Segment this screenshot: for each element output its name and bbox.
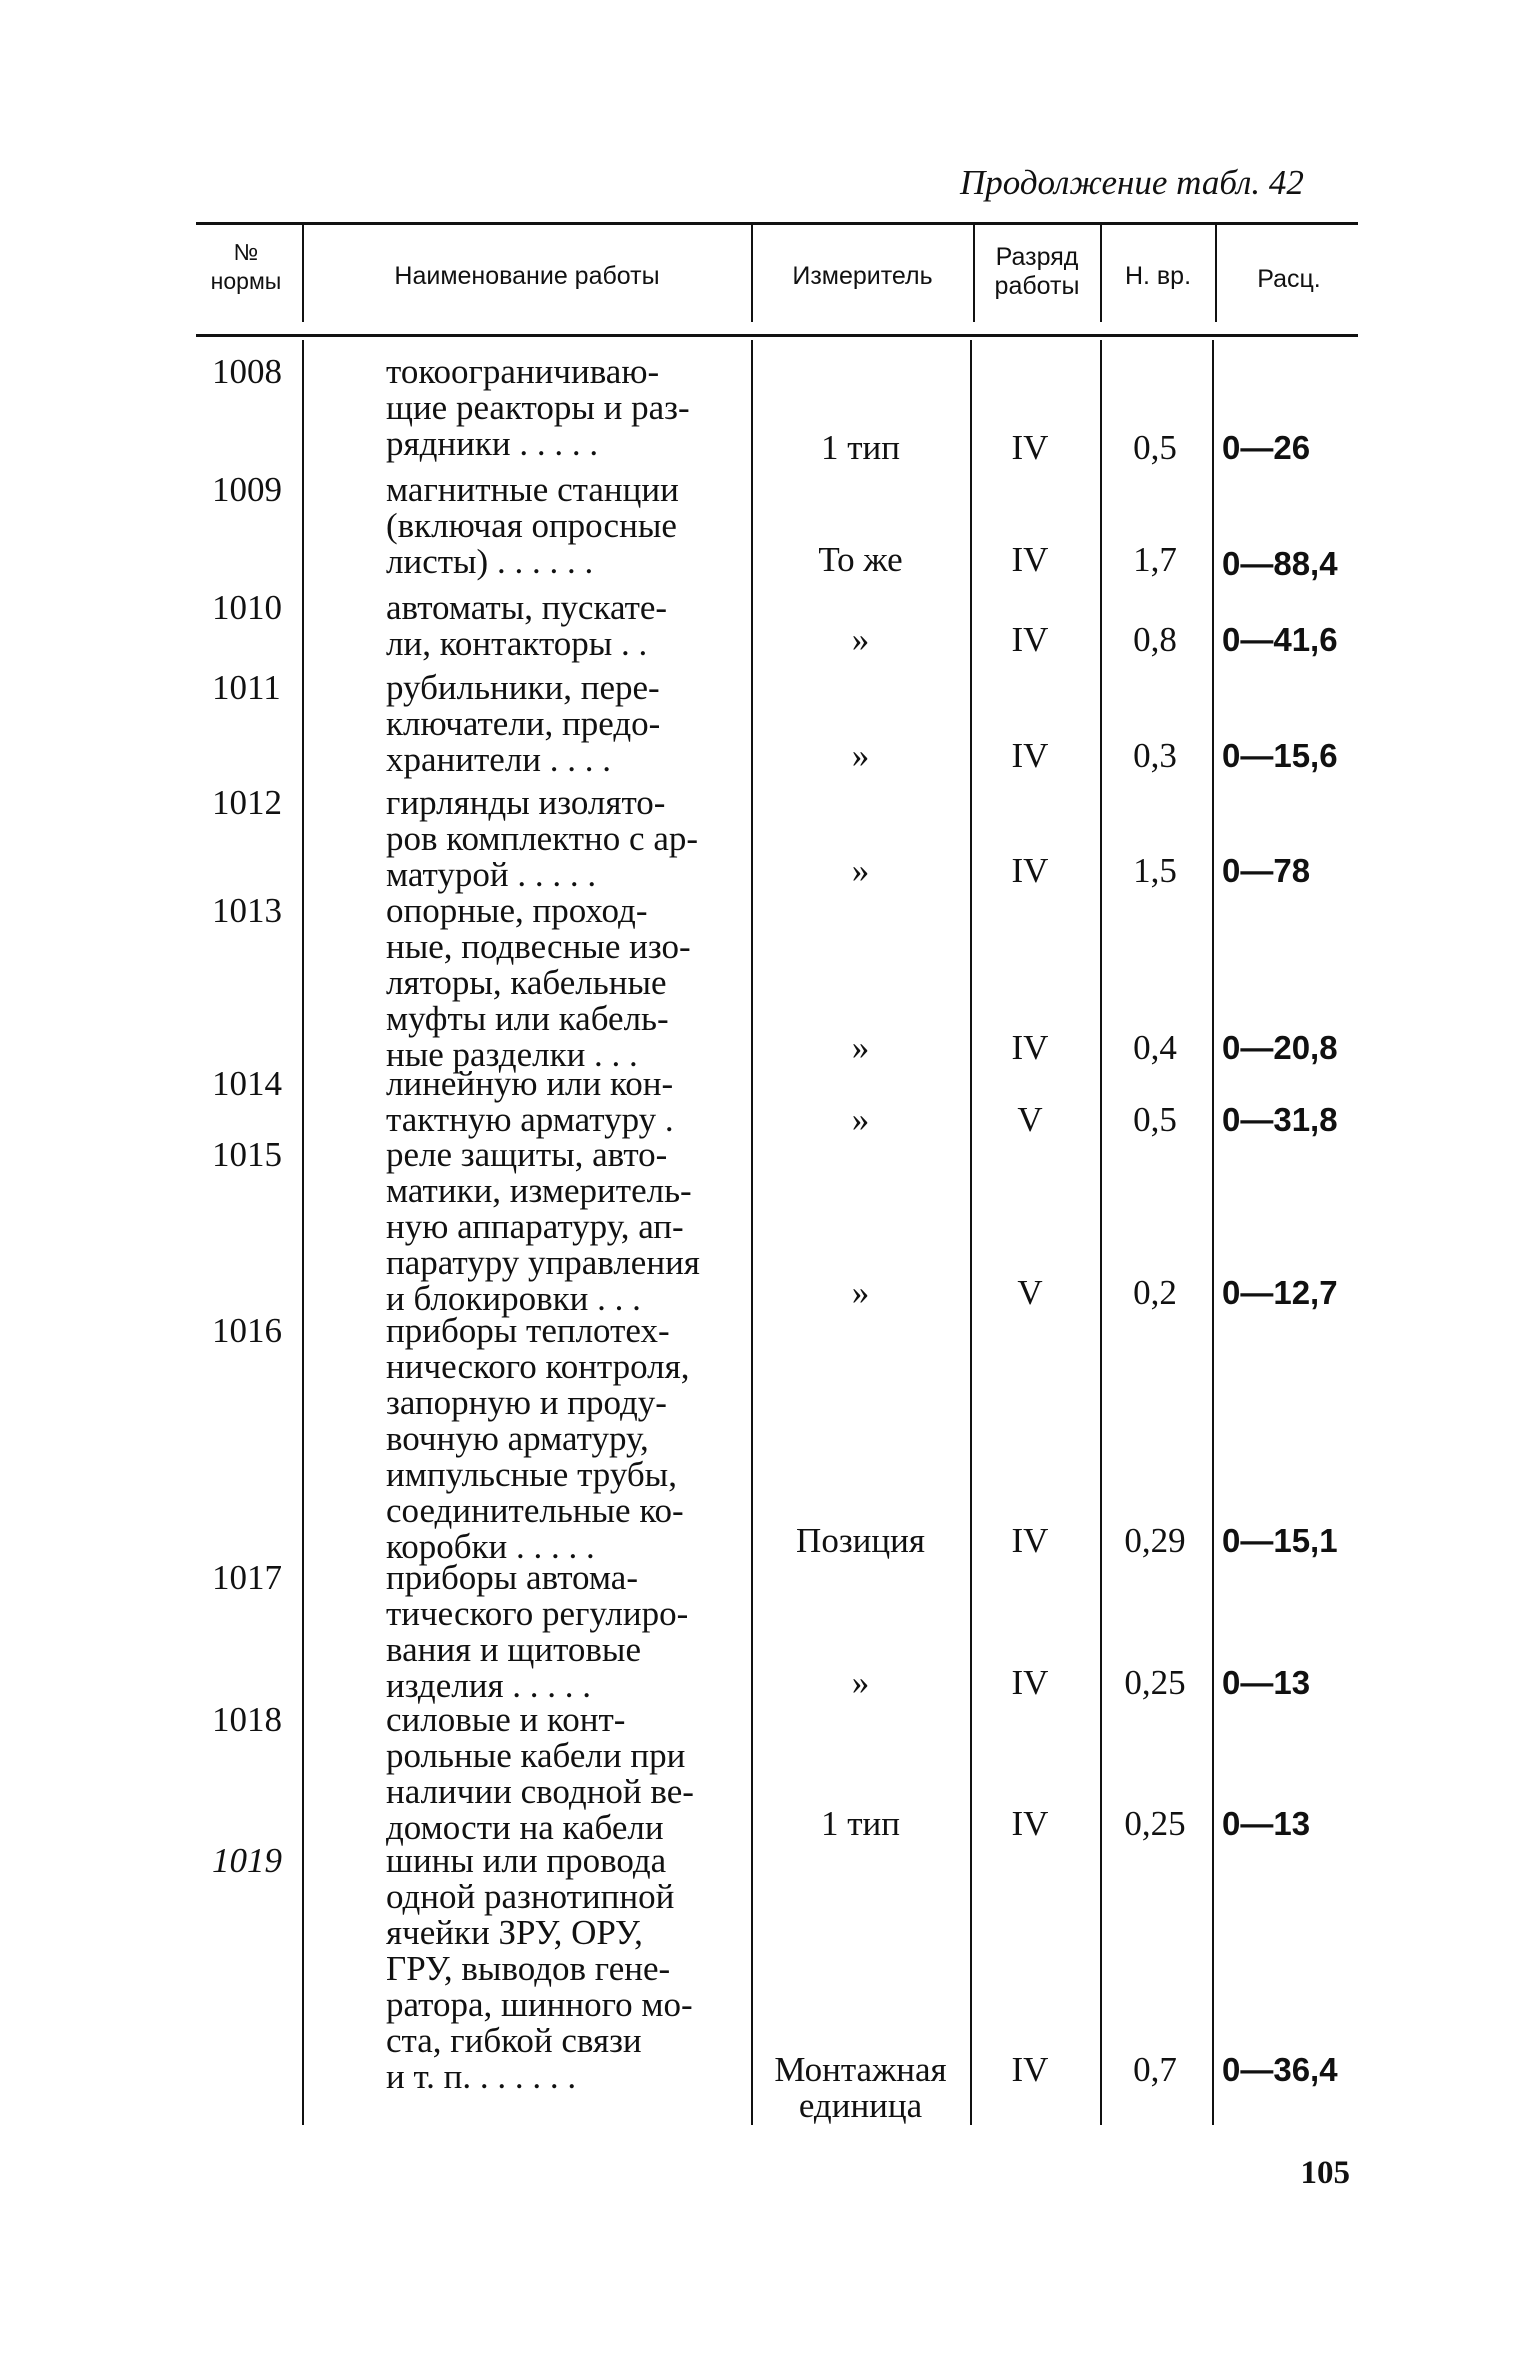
top-rule	[196, 222, 1358, 225]
row-rate: 0—15,6	[1222, 737, 1338, 774]
header-norm: Н. вр.	[1124, 262, 1192, 290]
row-num: 1014	[212, 1064, 282, 1103]
row-rank: IV	[1011, 736, 1049, 775]
row-norm: 0,5	[1133, 1100, 1177, 1139]
row-name: приборы автома- тического регулиро- вания и щитовые изделия . . . . .	[386, 1558, 689, 1705]
row-num: 1010	[212, 588, 282, 627]
table-caption: Продолжение табл. 42	[960, 163, 1304, 202]
row-rank: IV	[1011, 1804, 1049, 1843]
row-num: 1013	[212, 891, 282, 930]
row-rate: 0—15,1	[1222, 1522, 1338, 1559]
row-rank: IV	[1011, 1028, 1049, 1067]
row-rate: 0—78	[1222, 852, 1311, 889]
row-num: 1019	[212, 1841, 282, 1880]
row-rate: 0—31,8	[1222, 1101, 1338, 1138]
row-measure: 1 тип	[820, 428, 900, 467]
row-name: магнитные станции (включая опросные листы) . . . . . .	[386, 470, 679, 581]
row-num: 1015	[212, 1135, 282, 1174]
body-divider	[302, 340, 304, 2125]
row-rate: 0—88,4	[1222, 545, 1338, 582]
row-norm: 0,25	[1124, 1663, 1186, 1702]
row-name: линейную или кон- тактную арматуру .	[386, 1064, 674, 1139]
row-measure: 1 тип	[820, 1804, 900, 1843]
header-divider	[751, 222, 753, 322]
header-divider	[1215, 222, 1217, 322]
page-number: 105	[1300, 2155, 1350, 2191]
row-rank: IV	[1011, 428, 1049, 467]
row-rank: V	[1017, 1100, 1043, 1139]
row-num: 1009	[212, 470, 282, 509]
row-measure: »	[851, 1273, 870, 1312]
row-name: силовые и конт- рольные кабели при наличии сводной ве- домости на кабели	[386, 1700, 694, 1847]
row-rate: 0—13	[1222, 1664, 1311, 1701]
header-rank: Разряд работы	[994, 243, 1080, 300]
row-name: шины или провода одной разнотипной ячейки ЗРУ, ОРУ, ГРУ, выводов гене- ратора, шинного мо- ста, гибкой связи и т. п. . . . . . .	[386, 1841, 693, 2096]
row-norm: 0,5	[1133, 428, 1177, 467]
row-measure: »	[851, 1663, 870, 1702]
row-rank: IV	[1011, 1521, 1049, 1560]
body-divider	[1100, 340, 1102, 2125]
row-num: 1017	[212, 1558, 282, 1597]
row-num: 1018	[212, 1700, 282, 1739]
row-norm: 0,3	[1133, 736, 1177, 775]
body-divider	[1212, 340, 1214, 2125]
row-num: 1012	[212, 783, 282, 822]
row-norm: 0,4	[1133, 1028, 1177, 1067]
body-divider	[751, 340, 753, 2125]
row-measure: То же	[818, 540, 903, 579]
header-name: Наименование работы	[394, 262, 660, 290]
row-name: приборы теплотех- нического контроля, запорную и проду- вочную арматуру, импульсные трубы, соединительные ко- коробки . . . . .	[386, 1311, 690, 1566]
row-rank: IV	[1011, 620, 1049, 659]
row-rate: 0—26	[1222, 429, 1311, 466]
row-measure: »	[851, 1028, 870, 1067]
row-rank: IV	[1011, 2050, 1049, 2089]
row-rank: IV	[1011, 1663, 1049, 1702]
row-rank: V	[1017, 1273, 1043, 1312]
row-num: 1008	[212, 352, 282, 391]
row-rank: IV	[1011, 540, 1049, 579]
row-rate: 0—20,8	[1222, 1029, 1338, 1066]
row-name: автоматы, пускате- ли, контакторы . .	[386, 588, 668, 663]
header-rule	[196, 334, 1358, 337]
row-name: гирлянды изолято- ров комплектно с ар- матурой . . . . .	[386, 783, 699, 894]
row-rank: IV	[1011, 851, 1049, 890]
row-measure: »	[851, 736, 870, 775]
row-name: опорные, проход- ные, подвесные изо- ляторы, кабельные муфты или кабель- ные разделки . . .	[386, 891, 691, 1074]
row-rate: 0—12,7	[1222, 1274, 1338, 1311]
row-name: рубильники, пере- ключатели, предо- хранители . . . .	[386, 668, 661, 779]
row-norm: 0,7	[1133, 2050, 1177, 2089]
row-norm: 0,8	[1133, 620, 1177, 659]
row-norm: 0,2	[1133, 1273, 1177, 1312]
header-divider	[302, 222, 304, 322]
row-norm: 0,25	[1124, 1804, 1186, 1843]
row-rate: 0—13	[1222, 1805, 1311, 1842]
row-measure: »	[851, 620, 870, 659]
row-measure: Позиция	[796, 1521, 925, 1560]
row-measure: »	[851, 851, 870, 890]
header-measure: Измеритель	[792, 262, 933, 290]
row-measure: Монтажная единица	[774, 2050, 947, 2125]
row-num: 1011	[212, 668, 281, 707]
row-norm: 1,5	[1133, 851, 1177, 890]
row-norm: 0,29	[1124, 1521, 1186, 1560]
row-rate: 0—36,4	[1222, 2051, 1338, 2088]
row-name: токоограничиваю- щие реакторы и раз- рядники . . . . .	[386, 352, 690, 463]
header-rate: Расц.	[1257, 265, 1321, 293]
row-num: 1016	[212, 1311, 282, 1350]
header-divider	[1100, 222, 1102, 322]
row-norm: 1,7	[1133, 540, 1177, 579]
header-num: № нормы	[210, 239, 282, 294]
header-divider	[973, 222, 975, 322]
row-measure: »	[851, 1100, 870, 1139]
row-name: реле защиты, авто- матики, измеритель- ную аппаратуру, ап- паратуру управления и блокировки . . .	[386, 1135, 700, 1318]
row-rate: 0—41,6	[1222, 621, 1338, 658]
body-divider	[970, 340, 972, 2125]
